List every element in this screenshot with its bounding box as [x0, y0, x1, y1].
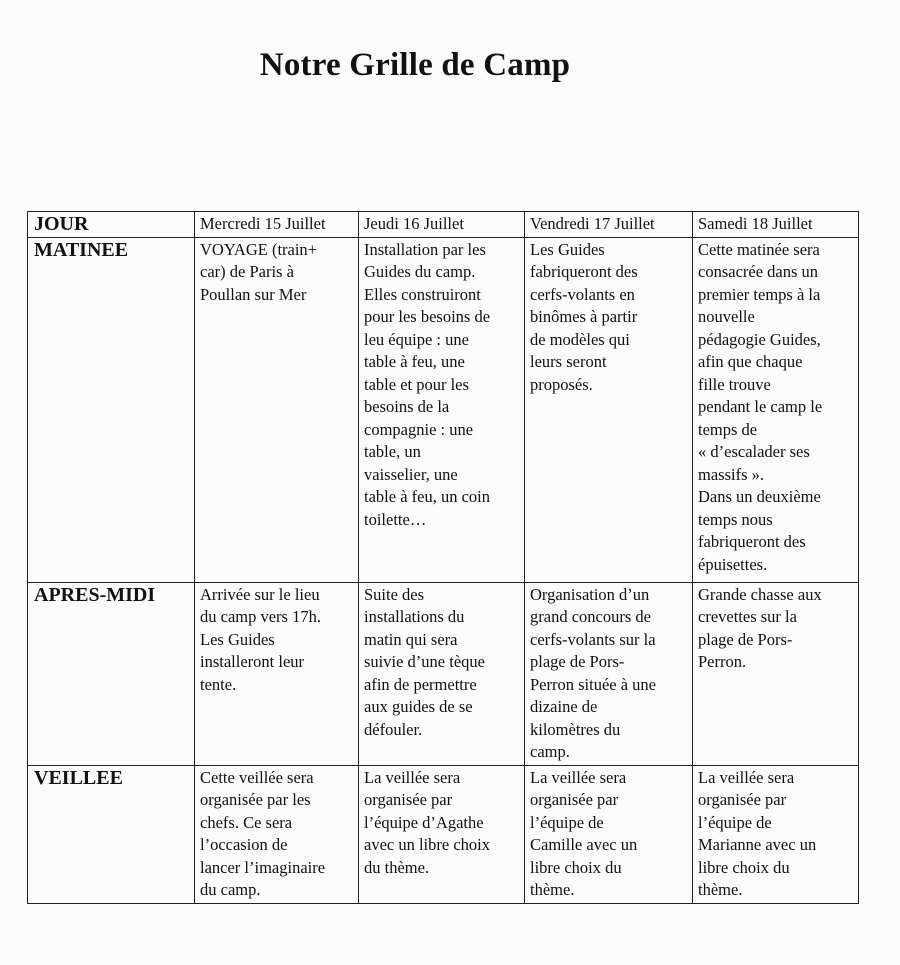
cell-text-line: organisée par — [530, 790, 619, 809]
activity-cell — [693, 582, 859, 765]
cell-text-line: table et pour les — [364, 374, 469, 394]
cell-text-line: compagnie : une — [364, 419, 474, 439]
apres-midi-row — [28, 582, 859, 765]
cell-text-line: La veillée sera — [530, 767, 627, 787]
cell-text-line: organisée par — [698, 790, 787, 809]
cell-text-line: suivie d’une tèque — [364, 652, 485, 671]
cell-text-line: chefs. Ce sera — [200, 812, 293, 832]
cell-text-line: libre choix du — [530, 857, 622, 877]
cell-text-line: organisée par — [364, 790, 453, 809]
cell-text-line: Les Guides — [530, 239, 605, 259]
header-label-cell: JOUR — [28, 212, 195, 238]
cell-text-line: avec un libre choix — [364, 835, 490, 854]
row-label-cell: VEILLEE — [28, 765, 195, 903]
cell-text-line: leu équipe : une — [364, 329, 469, 349]
cell-text-line: Elles construiront — [364, 284, 481, 304]
cell-text-line: défouler. — [364, 719, 423, 739]
cell-text-line: table à feu, un coin — [364, 487, 490, 506]
cell-text-line: fabriqueront des — [698, 532, 806, 551]
activity-cell — [195, 582, 359, 765]
cell-text-line: installeront leur — [200, 652, 305, 671]
header-row — [28, 212, 859, 238]
cell-text-line: premier temps à la — [698, 284, 821, 304]
cell-text-line: Installation par les — [364, 239, 486, 259]
cell-text-line: lancer l’imaginaire — [200, 857, 326, 877]
cell-text-line: du camp. — [200, 880, 261, 899]
cell-text-line: libre choix du — [698, 857, 790, 877]
cell-text-line: Dans un deuxième — [698, 487, 821, 506]
activity-cell — [195, 237, 359, 582]
cell-text-line: Perron. — [698, 652, 747, 671]
cell-text-line: plage de Pors- — [698, 629, 793, 649]
cell-text-line: leurs seront — [530, 352, 607, 371]
day-header-cell: Mercredi 15 Juillet — [195, 212, 359, 238]
cell-text-line: Grande chasse aux — [698, 584, 822, 604]
cell-text-line: de modèles qui — [530, 329, 630, 349]
cell-text-line: l’équipe de — [698, 812, 772, 832]
cell-text-line: épuisettes. — [698, 554, 768, 574]
activity-cell — [359, 765, 525, 903]
activity-cell — [525, 765, 693, 903]
cell-text-line: cerfs-volants sur la — [530, 629, 656, 649]
cell-text-line: Les Guides — [200, 629, 275, 649]
cell-text-line: kilomètres du — [530, 719, 621, 739]
activity-cell — [359, 582, 525, 765]
cell-text-line: Cette veillée sera — [200, 767, 314, 787]
cell-text-line: besoins de la — [364, 397, 450, 416]
cell-text-line: massifs ». — [698, 464, 764, 484]
cell-text-line: Organisation d’un — [530, 584, 650, 604]
cell-text-line: consacrée dans un — [698, 262, 819, 281]
cell-text-line: Suite des — [364, 584, 425, 604]
activity-cell — [693, 765, 859, 903]
cell-text-line: car) de Paris à — [200, 262, 294, 281]
activity-cell — [359, 237, 525, 582]
cell-text-line: du thème. — [364, 857, 430, 877]
cell-text-line: Marianne avec un — [698, 835, 817, 854]
cell-text-line: La veillée sera — [698, 767, 795, 787]
cell-text-line: temps de — [698, 419, 758, 439]
day-header-cell: Samedi 18 Juillet — [693, 212, 859, 238]
cell-text-line: aux guides de se — [364, 697, 473, 716]
cell-text-line: temps nous — [698, 509, 773, 529]
cell-text-line: Cette matinée sera — [698, 239, 820, 259]
cell-text-line: Arrivée sur le lieu — [200, 584, 320, 604]
row-label-cell: APRES-MIDI — [28, 582, 195, 765]
cell-text-line: dizaine de — [530, 697, 598, 716]
cell-text-line: thème. — [530, 880, 575, 899]
cell-text-line: installations du — [364, 607, 465, 626]
cell-text-line: Guides du camp. — [364, 262, 476, 281]
cell-text-line: Camille avec un — [530, 835, 638, 854]
veillee-row — [28, 765, 859, 903]
cell-text-line: « d’escalader ses — [698, 442, 810, 461]
cell-text-line: grand concours de — [530, 607, 651, 626]
cell-text-line: proposés. — [530, 374, 593, 394]
matinee-row — [28, 237, 859, 582]
cell-text-line: Perron située à une — [530, 674, 656, 694]
camp-schedule-table — [27, 211, 859, 904]
cell-text-line: toilette… — [364, 509, 427, 529]
cell-text-line: table, un — [364, 442, 421, 461]
cell-text-line: plage de Pors- — [530, 652, 625, 671]
cell-text-line: pendant le camp le — [698, 397, 823, 416]
cell-text-line: Poullan sur Mer — [200, 284, 307, 304]
cell-text-line: VOYAGE (train+ — [200, 239, 317, 259]
cell-text-line: cerfs-volants en — [530, 284, 635, 304]
cell-text-line: pédagogie Guides, — [698, 329, 821, 349]
activity-cell — [693, 237, 859, 582]
cell-text-line: tente. — [200, 674, 237, 694]
cell-text-line: thème. — [698, 880, 743, 899]
cell-text-line: vaisselier, une — [364, 464, 458, 484]
cell-text-line: pour les besoins de — [364, 307, 491, 326]
cell-text-line: l’équipe d’Agathe — [364, 812, 484, 832]
cell-text-line: l’équipe de — [530, 812, 604, 832]
activity-cell — [525, 582, 693, 765]
cell-text-line: binômes à partir — [530, 307, 638, 326]
row-label-cell: MATINEE — [28, 237, 195, 582]
activity-cell — [195, 765, 359, 903]
cell-text-line: crevettes sur la — [698, 607, 797, 626]
page-title: Notre Grille de Camp — [259, 47, 571, 83]
cell-text-line: nouvelle — [698, 307, 755, 326]
cell-text-line: camp. — [530, 742, 570, 761]
day-header-cell: Vendredi 17 Juillet — [525, 212, 693, 238]
cell-text-line: du camp vers 17h. — [200, 607, 321, 626]
activity-cell — [525, 237, 693, 582]
cell-text-line: afin que chaque — [698, 352, 803, 371]
cell-text-line: organisée par les — [200, 790, 311, 809]
cell-text-line: afin de permettre — [364, 674, 477, 694]
day-header-cell: Jeudi 16 Juillet — [359, 212, 525, 238]
cell-text-line: fabriqueront des — [530, 262, 638, 281]
cell-text-line: fille trouve — [698, 374, 771, 394]
cell-text-line: La veillée sera — [364, 767, 461, 787]
cell-text-line: l’occasion de — [200, 835, 288, 854]
cell-text-line: matin qui sera — [364, 629, 458, 649]
cell-text-line: table à feu, une — [364, 352, 465, 371]
